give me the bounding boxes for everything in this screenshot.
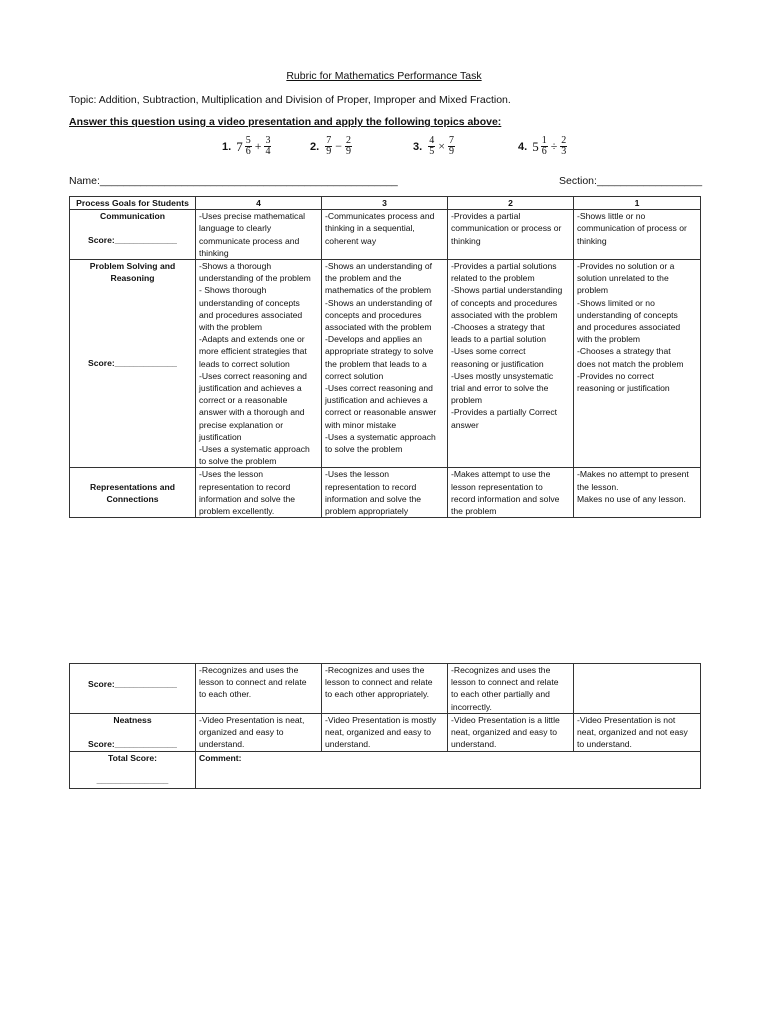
header-level-2: 2 — [448, 197, 574, 210]
descriptor-text: -Video Presentation is a little neat, organized and easy to understand. — [451, 715, 560, 750]
numerator: 7 — [448, 135, 454, 146]
topic-line: Topic: Addition, Subtraction, Multiplication and Division of Proper, Improper and Mixed Fraction. — [69, 94, 511, 106]
fraction — [325, 136, 332, 157]
problem-number: 1. — [222, 140, 232, 153]
denominator: 9 — [345, 146, 351, 157]
problem-4 — [518, 136, 568, 157]
descriptor-text: -Recognizes and uses the lesson to connect and relate to each other. — [199, 665, 307, 700]
rubric-cell — [196, 468, 322, 518]
rubric-cell — [196, 714, 322, 752]
denominator: 6 — [245, 146, 251, 157]
criterion-cell — [70, 751, 196, 788]
rubric-cell — [448, 664, 574, 714]
rubric-cell — [448, 468, 574, 518]
header-level-3: 3 — [322, 197, 448, 210]
rubric-table-continued — [69, 663, 701, 789]
criterion-cell — [70, 714, 196, 752]
numerator: 1 — [541, 135, 547, 146]
operator: − — [335, 139, 342, 153]
total-score-label: Total Score: — [107, 752, 158, 763]
table-row — [70, 751, 701, 788]
criterion-cell — [70, 260, 196, 468]
rubric-cell — [322, 210, 448, 260]
rubric-table — [69, 196, 701, 518]
criterion-communication: Communication — [100, 211, 165, 222]
criterion-neatness: Neatness — [113, 715, 152, 725]
criterion-cell — [70, 468, 196, 518]
rubric-cell — [448, 210, 574, 260]
descriptor-text: -Uses precise mathematical language to clearly communicate process and thinking — [199, 211, 306, 258]
fraction — [245, 136, 252, 157]
instruction-line: Answer this question using a video presentation and apply the following topics above: — [69, 116, 502, 128]
rubric-cell — [574, 260, 701, 468]
score-field[interactable]: Score:_____________ — [88, 235, 177, 246]
name-field[interactable]: Name:___________________________________________________ — [69, 175, 398, 187]
descriptor-text: -Shows an understanding of the problem and the mathematics of the problem -Shows an understanding of concepts and procedures associated with the problem -Develops and applies an appropriate strategy to solve the problem that leads to a correct solution -Uses correct reasoning and justification and achieves a correct or reasonable answer with minor mistake -Uses a systematic approach to solve the problem — [325, 261, 437, 455]
descriptor-text: -Video Presentation is not neat, organized and not easy to understand. — [577, 715, 688, 750]
rubric-cell — [448, 714, 574, 752]
table-row — [70, 714, 701, 752]
descriptor-text: -Video Presentation is mostly neat, organized and easy to understand. — [325, 715, 437, 750]
header-level-1: 1 — [574, 197, 701, 210]
numerator: 2 — [345, 135, 351, 146]
numerator: 3 — [265, 135, 271, 146]
table-row — [70, 210, 701, 260]
criterion-cell — [70, 210, 196, 260]
whole-number: 5 — [532, 138, 539, 154]
header-level-4: 4 — [196, 197, 322, 210]
denominator: 5 — [429, 146, 435, 157]
rubric-cell — [196, 210, 322, 260]
comment-label: Comment: — [199, 752, 242, 763]
descriptor-text: -Video Presentation is neat, organized and easy to understand. — [199, 715, 305, 750]
score-field[interactable]: Score:_____________ — [88, 358, 177, 369]
fraction — [428, 136, 435, 157]
document-title: Rubric for Mathematics Performance Task — [286, 70, 482, 82]
rubric-cell — [574, 468, 701, 518]
header-row — [70, 197, 701, 210]
descriptor-text: -Makes attempt to use the lesson representation to record information and solve the problem — [451, 469, 560, 517]
rubric-cell — [322, 260, 448, 468]
descriptor-text: -Makes no attempt to present the lesson. Makes no use of any lesson. — [577, 469, 689, 504]
denominator: 6 — [541, 146, 547, 157]
operator: ÷ — [550, 139, 558, 153]
rubric-cell — [322, 664, 448, 714]
problem-3 — [413, 136, 456, 157]
total-score-field[interactable]: _______________ — [96, 774, 169, 785]
table-row — [70, 468, 701, 518]
score-field[interactable]: Score:_____________ — [88, 739, 177, 749]
numerator: 5 — [245, 135, 251, 146]
descriptor-text: -Provides a partial communication or process or thinking — [451, 211, 562, 246]
header-process-goals: Process Goals for Students — [70, 197, 196, 210]
operator: × — [438, 139, 445, 153]
fraction — [541, 136, 548, 157]
whole-number: 7 — [236, 138, 243, 154]
problem-2 — [310, 136, 353, 157]
table-row — [70, 260, 701, 468]
problem-number: 4. — [518, 140, 528, 153]
rubric-cell — [574, 664, 701, 714]
comment-cell[interactable] — [196, 751, 701, 788]
denominator: 9 — [448, 146, 454, 157]
criterion-cell — [70, 664, 196, 714]
denominator: 3 — [561, 146, 567, 157]
rubric-cell — [196, 664, 322, 714]
score-field[interactable]: Score:_____________ — [88, 679, 177, 689]
rubric-cell — [574, 210, 701, 260]
rubric-cell — [574, 714, 701, 752]
descriptor-text: -Communicates process and thinking in a sequential, coherent way — [325, 211, 435, 246]
fraction — [264, 136, 271, 157]
descriptor-text: -Shows little or no communication of process or thinking — [577, 211, 687, 246]
criterion-representations: Representations and Connections — [89, 481, 175, 504]
denominator: 9 — [326, 146, 332, 157]
fraction — [448, 136, 455, 157]
descriptor-text: -Provides no solution or a solution unrelated to the problem -Shows limited or no understanding of concepts and procedures associated with the problem -Chooses a strategy that does not match the problem -Provides no correct reasoning or justification — [577, 261, 684, 394]
section-field[interactable]: Section:__________________ — [559, 175, 703, 187]
rubric-cell — [448, 260, 574, 468]
descriptor-text: -Provides a partial solutions related to the problem -Shows partial understanding of concepts and procedures associated with the problem -Chooses a strategy that leads to a partial solution -Uses some correct reasoning or justification -Uses mostly unsystematic trial and error to solve the problem -Provides a partially Correct answer — [451, 261, 563, 430]
numerator: 7 — [326, 135, 332, 146]
numerator: 4 — [429, 135, 435, 146]
denominator: 4 — [265, 146, 271, 157]
fraction — [345, 136, 352, 157]
rubric-cell — [322, 714, 448, 752]
descriptor-text: -Shows a thorough understanding of the problem - Shows thorough understanding of concepts and procedures associated with the problem -Adapts and extends one or more efficient strategies that leads to correct solution -Uses correct reasoning and justification and achieves a correct or a reasonable answer with a thorough and precise explanation or justification -Uses a systematic approach to solve the problem — [199, 261, 311, 467]
descriptor-text: -Recognizes and uses the lesson to connect and relate to each other appropriately. — [325, 665, 433, 700]
criterion-problem-solving: Problem Solving and Reasoning — [89, 261, 176, 284]
descriptor-text: -Recognizes and uses the lesson to connect and relate to each other partially and incorrectly. — [451, 665, 559, 712]
table-row — [70, 664, 701, 714]
fraction — [560, 136, 567, 157]
rubric-cell — [322, 468, 448, 518]
numerator: 2 — [561, 135, 567, 146]
problem-number: 2. — [310, 140, 320, 153]
descriptor-text: -Uses the lesson representation to record information and solve the problem excellently. — [199, 469, 296, 517]
problem-number: 3. — [413, 140, 423, 153]
operator: + — [254, 139, 262, 153]
descriptor-text: -Uses the lesson representation to record information and solve the problem appropriately — [325, 469, 422, 517]
rubric-cell — [196, 260, 322, 468]
problem-1 — [222, 136, 272, 157]
